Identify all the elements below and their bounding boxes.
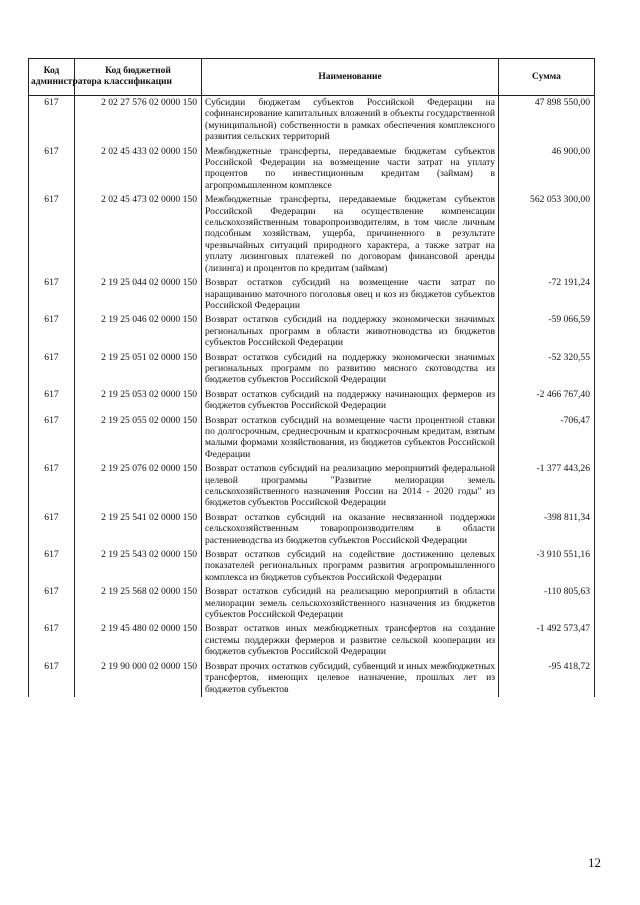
cell-name: Возврат остатков субсидий на возмещение части процентной ставки по долгосрочным, среднесрочным и краткосрочным кредитам, взятым малыми формами хозяйствования, из бюджетов субъектов Российской Федерации xyxy=(202,414,499,463)
cell-name: Возврат остатков субсидий на реализацию мероприятий в области мелиорации земель сельскохозяйственного назначения из бюджетов субъектов Российской Федерации xyxy=(202,585,499,622)
cell-budget-code: 2 19 25 051 02 0000 150 xyxy=(75,351,202,388)
cell-budget-code: 2 19 25 055 02 0000 150 xyxy=(75,414,202,463)
cell-sum: 47 898 550,00 xyxy=(499,96,595,145)
cell-sum: -110 805,63 xyxy=(499,585,595,622)
cell-sum: 46 900,00 xyxy=(499,145,595,194)
cell-budget-code: 2 02 45 433 02 0000 150 xyxy=(75,145,202,194)
budget-table-container xyxy=(28,58,594,697)
header-admin-code: Код администратора xyxy=(29,59,75,96)
cell-name: Субсидии бюджетам субъектов Российской Федерации на софинансирование капитальных вложений в объекты государственной (муниципальной) собственности в рамках обеспечения комплексного развития сельских территорий xyxy=(202,96,499,145)
header-sum: Сумма xyxy=(499,59,595,96)
cell-budget-code: 2 02 27 576 02 0000 150 xyxy=(75,96,202,145)
cell-admin-code: 617 xyxy=(29,414,75,463)
cell-admin-code: 617 xyxy=(29,511,75,548)
cell-sum: -706,47 xyxy=(499,414,595,463)
cell-name: Возврат остатков субсидий на поддержку экономически значимых региональных программ в области животноводства из бюджетов субъектов Российской Федерации xyxy=(202,313,499,350)
cell-budget-code: 2 19 25 076 02 0000 150 xyxy=(75,462,202,511)
table-header-row xyxy=(29,59,595,96)
table-row xyxy=(29,660,595,697)
cell-name: Возврат остатков субсидий на реализацию мероприятий федеральной целевой программы "Развитие мелиорации земель сельскохозяйственного назначения России на 2014 - 2020 годы" из бюджетов субъектов Российской Федерации xyxy=(202,462,499,511)
cell-name: Межбюджетные трансферты, передаваемые бюджетам субъектов Российской Федерации на осуществление компенсации сельскохозяйственным товаропроизводителям, в том числе личным подсобным хозяйствам, ущерба, причиненного в результате чрезвычайных ситуаций природного характера, а также затрат на уплату лизинговых платежей по договорам финансовой аренды (лизинга) и процентов по кредитам (займам) xyxy=(202,193,499,276)
cell-budget-code: 2 19 45 480 02 0000 150 xyxy=(75,622,202,659)
cell-name: Возврат остатков субсидий на поддержку начинающих фермеров из бюджетов субъектов Российской Федерации xyxy=(202,388,499,414)
cell-admin-code: 617 xyxy=(29,585,75,622)
cell-name: Возврат остатков иных межбюджетных трансфертов на создание системы поддержки фермеров и развитие сельской кооперации из бюджетов субъектов Российской Федерации xyxy=(202,622,499,659)
cell-sum: -2 466 767,40 xyxy=(499,388,595,414)
table-row xyxy=(29,388,595,414)
cell-admin-code: 617 xyxy=(29,96,75,145)
cell-admin-code: 617 xyxy=(29,388,75,414)
table-row xyxy=(29,351,595,388)
cell-budget-code: 2 19 25 046 02 0000 150 xyxy=(75,313,202,350)
cell-name: Межбюджетные трансферты, передаваемые бюджетам субъектов Российской Федерации на возмещение части затрат на уплату процентов по инвестиционным кредитам (займам) в агропромышленном комплексе xyxy=(202,145,499,194)
cell-sum: -398 811,34 xyxy=(499,511,595,548)
table-row xyxy=(29,276,595,313)
table-row xyxy=(29,622,595,659)
table-row xyxy=(29,585,595,622)
cell-name: Возврат остатков субсидий на поддержку экономически значимых региональных программ по развитию мясного скотоводства из бюджетов субъектов Российской Федерации xyxy=(202,351,499,388)
cell-sum: -3 910 551,16 xyxy=(499,548,595,585)
cell-sum: -72 191,24 xyxy=(499,276,595,313)
budget-table xyxy=(28,58,595,697)
cell-budget-code: 2 02 45 473 02 0000 150 xyxy=(75,193,202,276)
header-budget-code: Код бюджетной классификации xyxy=(75,59,202,96)
table-row xyxy=(29,193,595,276)
table-row xyxy=(29,145,595,194)
cell-sum: 562 053 300,00 xyxy=(499,193,595,276)
cell-name: Возврат прочих остатков субсидий, субвенций и иных межбюджетных трансфертов, имеющих целевое назначение, прошлых лет из бюджетов субъектов xyxy=(202,660,499,697)
table-row xyxy=(29,462,595,511)
cell-name: Возврат остатков субсидий на возмещение части затрат по наращиванию маточного поголовья овец и коз из бюджетов субъектов Российской Федерации xyxy=(202,276,499,313)
cell-admin-code: 617 xyxy=(29,622,75,659)
cell-budget-code: 2 19 25 053 02 0000 150 xyxy=(75,388,202,414)
cell-name: Возврат остатков субсидий на оказание несвязанной поддержки сельскохозяйственным товаропроизводителям в области растениеводства из бюджетов субъектов Российской Федерации xyxy=(202,511,499,548)
cell-sum: -1 377 443,26 xyxy=(499,462,595,511)
cell-budget-code: 2 19 90 000 02 0000 150 xyxy=(75,660,202,697)
cell-budget-code: 2 19 25 568 02 0000 150 xyxy=(75,585,202,622)
cell-admin-code: 617 xyxy=(29,462,75,511)
table-row xyxy=(29,313,595,350)
cell-admin-code: 617 xyxy=(29,313,75,350)
cell-admin-code: 617 xyxy=(29,351,75,388)
cell-sum: -1 492 573,47 xyxy=(499,622,595,659)
table-row xyxy=(29,548,595,585)
cell-budget-code: 2 19 25 543 02 0000 150 xyxy=(75,548,202,585)
cell-admin-code: 617 xyxy=(29,276,75,313)
cell-sum: -52 320,55 xyxy=(499,351,595,388)
cell-budget-code: 2 19 25 541 02 0000 150 xyxy=(75,511,202,548)
table-row xyxy=(29,96,595,145)
cell-sum: -95 418,72 xyxy=(499,660,595,697)
page-number: 12 xyxy=(588,855,601,870)
cell-admin-code: 617 xyxy=(29,145,75,194)
cell-admin-code: 617 xyxy=(29,660,75,697)
table-row xyxy=(29,414,595,463)
cell-admin-code: 617 xyxy=(29,193,75,276)
table-body xyxy=(29,96,595,697)
cell-admin-code: 617 xyxy=(29,548,75,585)
table-row xyxy=(29,511,595,548)
cell-name: Возврат остатков субсидий на содействие достижению целевых показателей региональных программ развития агропромышленного комплекса из бюджетов субъектов Российской Федерации xyxy=(202,548,499,585)
header-name: Наименование xyxy=(202,59,499,96)
cell-budget-code: 2 19 25 044 02 0000 150 xyxy=(75,276,202,313)
cell-sum: -59 066,59 xyxy=(499,313,595,350)
